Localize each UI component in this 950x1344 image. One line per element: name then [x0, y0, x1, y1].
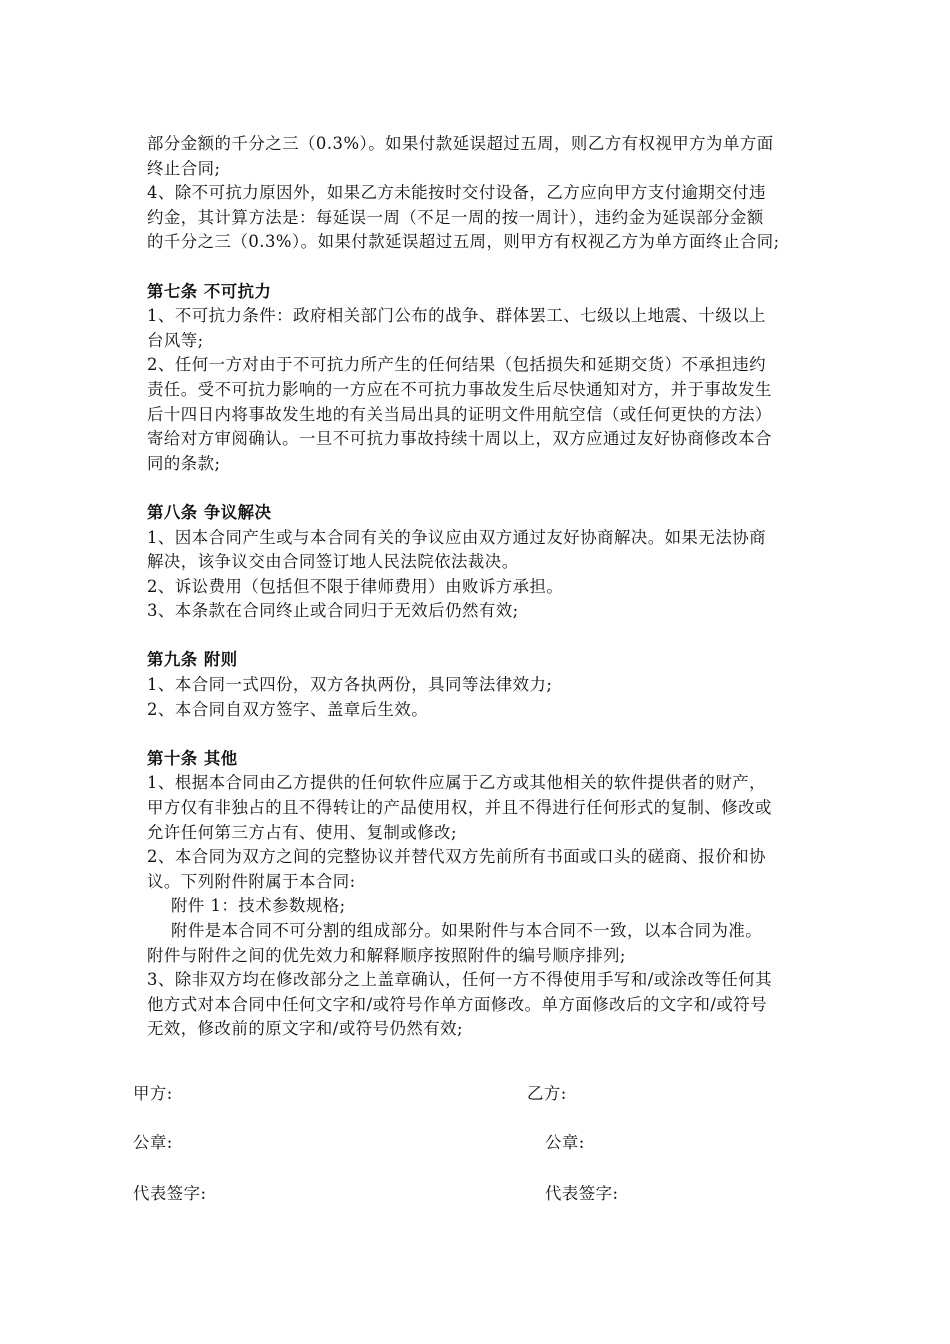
- article9-item-1: 1、本合同一式四份，双方各执两份，具同等法律效力;: [147, 675, 553, 695]
- intro-line-1: 部分金额的千分之三（0.3%）。如果付款延误超过五周，则乙方有权视甲方为单方面 终止合同;: [147, 134, 774, 178]
- attachment-note-2: 附件与附件之间的优先效力和解释顺序按照附件的编号顺序排列;: [147, 945, 626, 965]
- party-b-label: 乙方:: [527, 1084, 567, 1103]
- attachment-note: 附件是本合同不可分割的组成部分。如果附件与本合同不一致，以本合同为准。: [171, 921, 763, 940]
- intro-line-2: 4、除不可抗力原因外，如果乙方未能按时交付设备，乙方应向甲方支付逾期交付违 约金，其计算方法是：每延误一周（不足一周的按一周计），违约金为延误部分金额 的千分之三（0.3%）。如果付款延误超过五周，则甲方有权视乙方为单方面终止合同;: [147, 183, 780, 252]
- seal-b-label: 公章:: [545, 1133, 585, 1152]
- article9-item-2: 2、本合同自双方签字、盖章后生效。: [147, 699, 429, 719]
- article7-item-2: 2、任何一方对由于不可抗力所产生的任何结果（包括损失和延期交货）不承担违约 责任。受不可抗力影响的一方应在不可抗力事故发生后尽快通知对方，并于事故发生 后十四日内将事故发生地的有关当局出具的证明文件用航空信（或任何更快的方法） 寄给对方审阅确认。一旦不可抗力事故持续十周以上，双方应通过友好协商修改本合 同的条款;: [147, 355, 772, 473]
- spacer: [147, 476, 863, 501]
- article10-item-1: 1、根据本合同由乙方提供的任何软件应属于乙方或其他相关的软件提供者的财产， 甲方仅有非独占的且不得转让的产品使用权，并且不得进行任何形式的复制、修改或 允许任何第三方占有、使用、复制或修改;: [147, 773, 772, 842]
- article8-item-2: 2、诉讼费用（包括但不限于律师费用）由败诉方承担。: [147, 576, 564, 596]
- spacer: [147, 624, 863, 649]
- article7-item-1: 1、不可抗力条件：政府相关部门公布的战争、群体罢工、七级以上地震、十级以上 台风等;: [147, 306, 766, 350]
- contract-body: [147, 132, 863, 1042]
- rep-a-label: 代表签字:: [133, 1184, 207, 1203]
- article10-item-3: 3、除非双方均在修改部分之上盖章确认，任何一方不得使用手写和/或涂改等任何其 他方式对本合同中任何文字和/或符号作单方面修改。单方面修改后的文字和/或符号 无效，修改前的原文字和/或符号仍然有效;: [147, 970, 773, 1039]
- rep-b-label: 代表签字:: [545, 1184, 619, 1203]
- party-a-label: 甲方:: [133, 1084, 173, 1103]
- article7-title: 第七条 不可抗力: [147, 281, 272, 301]
- spacer: [147, 255, 863, 280]
- spacer: [147, 722, 863, 747]
- article10-title: 第十条 其他: [147, 748, 238, 768]
- article8-title: 第八条 争议解决: [147, 502, 272, 522]
- article8-item-3: 3、本条款在合同终止或合同归于无效后仍然有效;: [147, 601, 519, 621]
- article8-item-1: 1、因本合同产生或与本合同有关的争议应由双方通过友好协商解决。如果无法协商 解决，该争议交由合同签订地人民法院依法裁决。: [147, 527, 766, 572]
- attachment-line: 附件 1：技术参数规格;: [171, 896, 346, 916]
- article10-item-2: 2、本合同为双方之间的完整协议并替代双方先前所有书面或口头的磋商、报价和协 议。下列附件附属于本合同:: [147, 847, 766, 891]
- seal-a-label: 公章:: [133, 1133, 173, 1152]
- article9-title: 第九条 附则: [147, 650, 238, 670]
